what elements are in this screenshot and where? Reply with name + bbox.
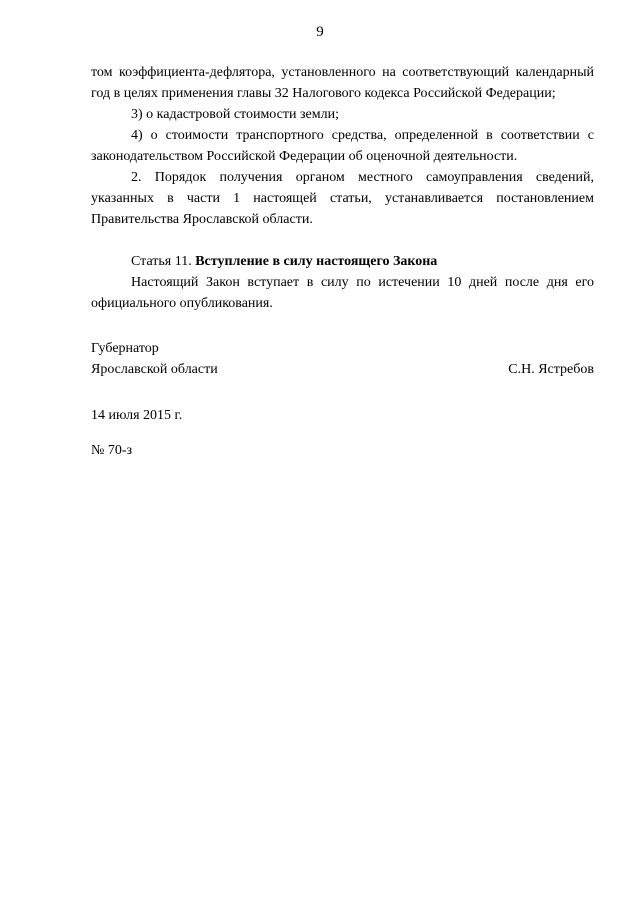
signatory-name: С.Н. Ястребов — [508, 362, 594, 377]
paragraph-continuation: том коэффициента-дефлятора, установленного на соответствующий календарный год в целях применения главы 32 Налогового кодекса Российской Федерации; — [91, 65, 594, 101]
document-body — [91, 62, 594, 314]
page-number: 9 — [316, 24, 324, 40]
paragraph-gap — [91, 230, 594, 251]
paragraph-item-3: 3) о кадастровой стоимости земли; — [131, 107, 339, 122]
paragraph-item-4: 4) о стоимости транспортного средства, определенной в соответствии с законодательством Российской Федерации об оценочной деятельности. — [91, 128, 594, 164]
signature-row — [91, 359, 594, 380]
signatory-position-line1: Губернатор — [91, 341, 159, 356]
article-text: Настоящий Закон вступает в силу по истечении 10 дней после дня его официального опубликования. — [91, 275, 594, 311]
paragraph-part-2: 2. Порядок получения органом местного самоуправления сведений, указанных в части 1 настоящей статьи, устанавливается постановлением Правительства Ярославской области. — [91, 170, 594, 227]
law-number: № 70-з — [91, 443, 133, 458]
document-date: 14 июля 2015 г. — [91, 408, 183, 423]
article-title: Вступление в силу настоящего Закона — [195, 254, 438, 269]
article-prefix: Статья 11. — [131, 254, 196, 269]
signature-block — [91, 338, 594, 380]
article-heading — [91, 251, 594, 272]
signatory-position-line2: Ярославской области — [91, 362, 218, 377]
